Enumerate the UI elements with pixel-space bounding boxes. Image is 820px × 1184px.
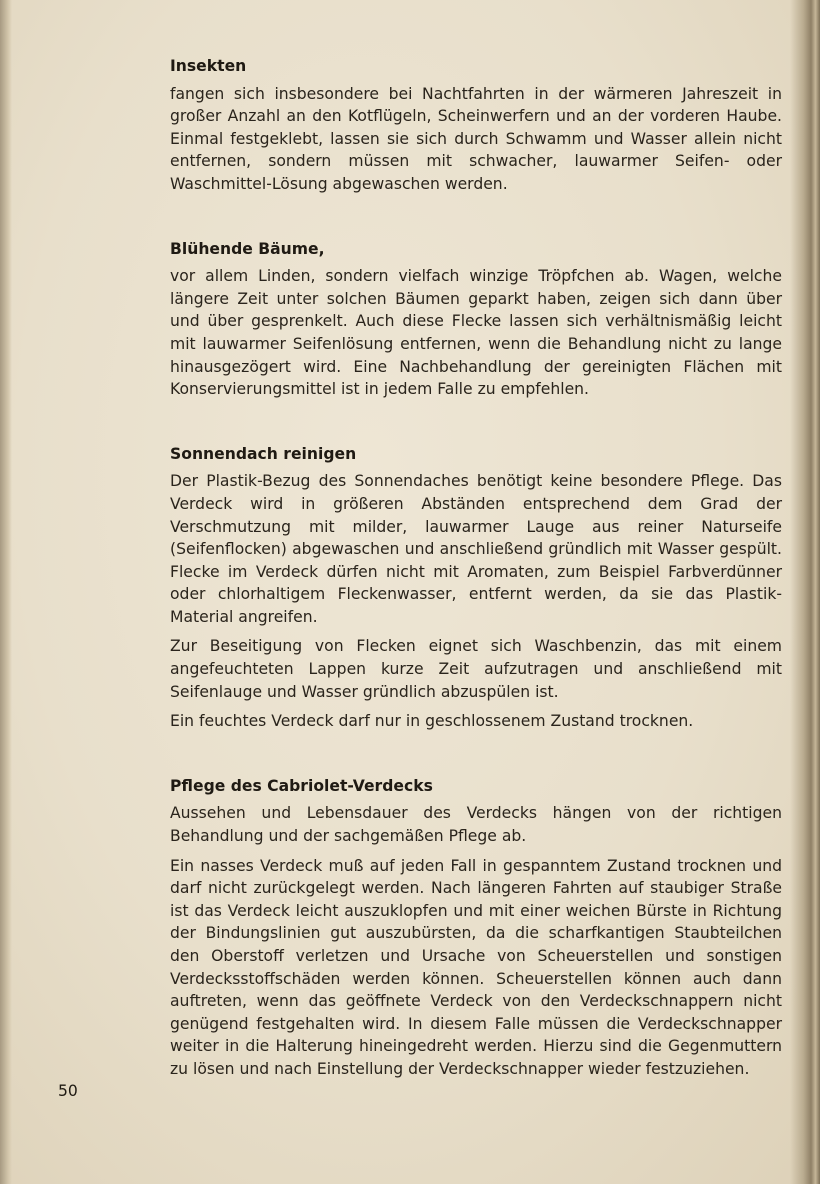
- page-edge-shadow: [790, 0, 820, 1184]
- section-heading: Pflege des Cabriolet-Verdecks: [170, 776, 433, 795]
- page-binding-shadow: [0, 0, 12, 1184]
- section-paragraph: Aussehen und Lebensdauer des Verdecks hängen von der richtigen Behandlung und der sachgemäßen Pflege ab.: [170, 804, 782, 846]
- page-number: 50: [58, 1082, 78, 1100]
- page-content: [170, 55, 782, 1123]
- section-bluehende-baeume: [170, 238, 782, 401]
- section-heading: Insekten: [170, 57, 247, 75]
- section-heading: Blühende Bäume,: [170, 239, 325, 258]
- section-paragraph: Ein nasses Verdeck muß auf jeden Fall in gespanntem Zustand trocknen und darf nicht zurückgelegt werden. Nach längeren Fahrten auf staubiger Straße ist das Verdeck leicht auszuklopfen und mit einer weichen Bürste in Richtung der Bindungslinien gut auszubürsten, da die scharfkantigen Staubteilchen den Oberstoff verletzen und Ursache von Scheuerstellen und sonstigen Verdecksstoffschäden werden können. Scheuerstellen können auch dann auftreten, wenn das geöffnete Verdeck von den Verdeckschnappern nicht genügend festgehalten wird. In diesem Falle müssen die Verdeckschnapper weiter in die Halterung hineingedreht werden. Hierzu sind die Gegenmuttern zu lösen und nach Einstellung der Verdeckschnapper wieder festzuziehen.: [170, 856, 782, 1078]
- section-paragraph: Der Plastik-Bezug des Sonnendaches benötigt keine besondere Pflege. Das Verdeck wird in größeren Abständen entsprechend dem Grad der Verschmutzung mit milder, lauwarmer Lauge aus reiner Naturseife (Seifenflocken) abgewaschen und anschließend gründlich mit Wasser gespült. Flecke im Verdeck dürfen nicht mit Aromaten, zum Beispiel Farbverdünner oder chlorhaltigem Fleckenwasser, entfernt werden, da sie das Plastik-Material angreifen.: [170, 472, 782, 626]
- section-sonnendach-reinigen: [170, 443, 782, 733]
- section-heading: Sonnendach reinigen: [170, 444, 357, 463]
- section-insekten: [170, 55, 782, 196]
- section-pflege-cabriolet-verdecks: [170, 775, 782, 1081]
- section-paragraph: vor allem Linden, sondern vielfach winzige Tröpfchen ab. Wagen, welche längere Zeit unter solchen Bäumen geparkt haben, zeigen sich dann über und über gesprenkelt. Auch diese Flecke lassen sich verhältnismäßig leicht mit lauwarmer Seifenlösung entfernen, wenn die Behandlung nicht zu lange hinausgezögert wird. Eine Nachbehandlung der gereinigten Flächen mit Konservierungsmittel ist in jedem Falle zu empfehlen.: [170, 267, 782, 399]
- section-paragraph: Zur Beseitigung von Flecken eignet sich Waschbenzin, das mit einem angefeuchteten Lappen kurze Zeit aufzutragen und anschließend mit Seifenlauge und Wasser gründlich abzuspülen ist.: [170, 637, 782, 701]
- section-paragraph: fangen sich insbesondere bei Nachtfahrten in der wärmeren Jahreszeit in großer Anzahl an den Kotflügeln, Scheinwerfern und an der vorderen Haube. Einmal festgeklebt, lassen sie sich durch Schwamm und Wasser allein nicht entfernen, sondern müssen mit schwacher, lauwarmer Seifen- oder Waschmittel-Lösung abgewaschen werden.: [170, 84, 782, 193]
- section-paragraph: Ein feuchtes Verdeck darf nur in geschlossenem Zustand trocknen.: [170, 712, 694, 731]
